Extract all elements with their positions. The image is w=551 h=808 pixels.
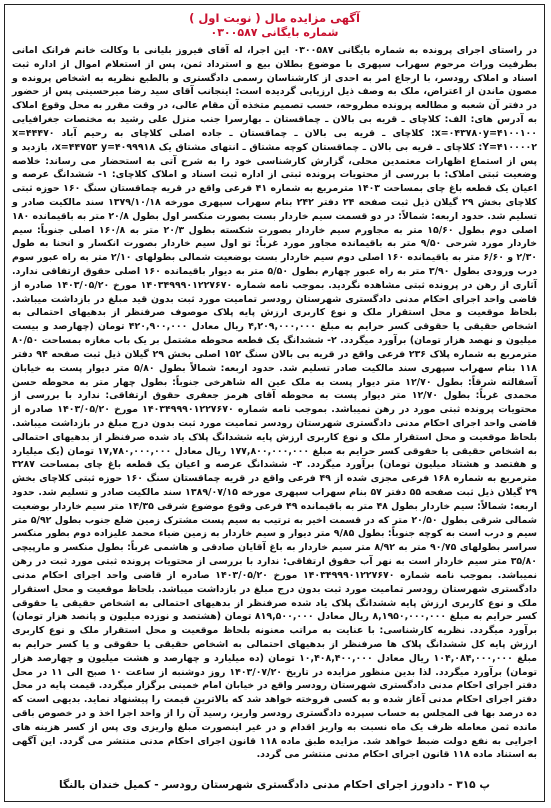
notice-body	[12, 44, 537, 762]
archive-number: شماره بایگانی ۰۳۰۰۵۸۷	[210, 26, 339, 39]
notice-signature: پ ۳۱۵ - دادورز اجرای احکام مدنی دادگستری شهرستان رودسر - کمیل خندان بالنگا	[59, 779, 490, 791]
notice-header	[5, 5, 544, 40]
notice-title: آگهی مزایده مال ( نوبت اول )	[189, 11, 360, 25]
legal-notice-box	[4, 4, 545, 802]
notice-paragraph: در راستای اجرای پرونده به شماره بایگانی ۰۳۰۰۵۸۷ این اجرا، له آقای فیروز بلیانی با وکالت خانم فرانک امانی بطرفیت وراث مرحوم سهراب سپهری با موضوع بطلان بیع و استرداد ثمن، پس از استعلام اموال از اداره ثبت اسناد و املاک رودسر، با ارجاع امر به احدی از کارشناسان رسمی دادگستری و بالطبع نظریه به اشخاص پرونده و مصون ماندن از اعتراض، ملک به وصف ذیل ارزیابی گردیده است: اینجانب آقای سید رضا میرحسینی پس از حضور در دفتر آن شعبه و مطالعه پرونده مطروحه، حسب تصمیم متخذه آن مقام عالی، در وقت مقرر به محل وقوع املاک به آدرس های: الف: کلاچای ـ قریه بی بالان ـ چماقستان ـ بهارسرا جنب منزل علی رشید به مختصات جغرافیایی x=۰۴۳۷۸۰y=۴۱۰۰۱۰۰: کلاچای ـ قریه بی بالان ـ چماقستان ـ جاده اصلی کلاچای به رحیم آباد x=۴۴۴۷۰ Y=۴۱۰۰۰۰۲: کلاچای ـ قریه بی بالان ـ چماقستان کوچه مشتاق ـ انتهای مشتاق یک x=۴۴۷۵۳ y=۴۰۹۹۹۱۸، بازدید و پس از استماع اظهارات معتمدین محلی، گزارش کارشناسی خود را به شرح آتی به استحضار می رساند: خلاصه وضعیت ثبتی املاک: با بررسی از محتویات پرونده ثبتی از اداره ثبت اسناد و املاک کلاچای: ۱- ششدانگ عرصه و اعیان یک قطعه باغ چای بمساحت ۱۴۰۳ مترمربع به شماره ۴۱ فرعی واقع در قریه چماقستان سنگ ۱۶۰ حوزه ثبتی کلاچای بخش ۲۹ گیلان ذیل ثبت صفحه ۲۴ دفتر ۲۴۲ بنام سهراب سپهری مورخه ۱۳۷۹/۱۰/۱۸ سند مالکیت صادر و تسلیم شد. حدود اربعه: شمالاً: در دو قسمت سیم خاردار بست بصورت منکسر اول بطول ۲۰/۸ متر به باقیمانده ۱۸۰ اصلی دوم بطول ۱۵/۶۰ متر به مجاورم سیم خاردار بصورت شکسته بطول ۲۰/۳ متر به ۱۶۰/۸ اصلی جنوباً: سیم خاردار مورد شرحی ۹/۵۰ متر به باقیمانده مجاور مورد غرباً: تو اول سیم خاردار بصورت انکسار و انحنا به طول ۲/۳۰ و ۶/۶۰ متر به باقیمانده ۱۶۰ اصلی دوم سیم خاردار بست بوضعیت شمالی بطولهای ۲/۱۰ متر به راه عبور سوم درب ورودی بطول ۳/۹۰ متر به راه عبور چهارم بطول ۵/۵۰ متر به دیوار باقیمانده ۱۶۰ اصلی حقوق ارتفاقی ندارد. آثاری از رهن در پرونده ثبتی مشاهده نگردید. بموجب نامه شماره ۱۴۰۳۴۹۹۹۰۱۲۲۷۶۷۰ مورخ ۱۴۰۳/۰۵/۲۰ صادره از قاضی واحد اجرای احکام مدنی دادگستری شهرستان رودسر تمامیت مورد ثبت بدون قید مبلغ در بازداشت میباشد. بلحاظ موقعیت و محل استقرار ملک و نوع کاربری ارزش پایه پلاک موصوف صرفنظر از بدهیهای احتمالی به اشخاص حقیقی یا حقوقی کسر حرایم به مبلغ ۴,۲۰۹,۰۰۰,۰۰۰ ریال معادل ۴۲۰,۹۰۰,۰۰۰ تومان (چهارصد و بیست میلیون و نهصد هزار تومان) برآورد میگردد. ۲- ششدانگ یک قطعه محوطه مشتمل بر یک باب مغازه بمساحت ۸۰/۵۰ مترمربع به شماره پلاک ۲۳۶ فرعی واقع در قریه بی بالان سنگ ۱۵۲ اصلی بخش ۲۹ گیلان ذیل ثبت صفحه ۹۴ دفتر ۱۱۸ بنام سهراب سپهری سند مالکیت صادر تسلیم شد. حدود اربعه: شمالاً بطول ۵/۸۰ متر دیوار پست به خیابان آسفالته شرقاً: بطول ۱۲/۷۰ متر دیوار پست به ملک عین اله شاهرخی جنوباً: بطول چهار متر به محوطه حسن محمدی غرباً: بطول ۱۲/۷۰ متر دیوار پست به محوطه آقای هرمز جعفری حقوق ارتفاقی: ندارد با بررسی از محتویات پرونده ثبتی مورد در رهن نمیباشد. بموجب نامه شماره ۱۴۰۳۴۹۹۹۰۱۲۲۷۶۷۰ مورخ ۱۴۰۳/۰۵/۲۰ صادره از قاضی واحد اجرای احکام مدنی دادگستری شهرستان رودسر تمامیت مورد ثبت بدون درج مبلغ در بازداشت میباشد. بلحاظ موقعیت و محل استقرار ملک و نوع کاربری ارزش پایه ششدانگ پلاک یاد شده صرفنظر از بدهیهای احتمالی به اشخاص حقیقی یا حقوقی کسر حرایم به مبلغ ۱۷۷,۸۰۰,۰۰۰,۰۰۰ ریال معادل ۱۷,۷۸۰,۰۰۰,۰۰۰ تومان (یک میلیارد و هفتصد و هشتاد میلیون تومان) برآورد میگردد. ۳- ششدانگ عرصه و اعیان یک قطعه باغ چای بمساحت ۳۲۸۷ مترمربع به شماره ۱۶۸ فرعی مجزی شده از ۴۹ فرعی واقع در قریه چماقستان سنگ ۱۶۰ حوزه ثبتی کلاچای بخش ۲۹ گیلان ذیل ثبت صفحه ۵۵ دفتر ۵۷ بنام سهراب سپهری مورخه ۱۳۸۹/۰۷/۱۵ سند مالکیت صادر و تسلیم شد. حدود اربعه: شمالاً: سیم خاردار بطول ۴۸ متر به باقیمانده ۴۹ فرعی وقوع موضوع شرقی ۱۴/۳۵ متر سیم خاردار بوضعیت شمالی شرقی بطول ۲۰/۵۰ متر که در قسمت اخیر به ترتیب به سیم پست مشترک زمین ضلع جنوب بطول ۵/۹۲ متر سیم و درب است به کوچه جنوباً: بطول ۹/۸۵ متر دیوار و سیم خاردار به زمین ضیاء محمد علیزاده دوم بطور منکسر سراسر بطولهای ۹۰/۷۵ متر به ۸/۹۲ متر سیم خاردار به باغ آقایان صادقی و هاشمی غرباً: بطول منکسر و مارپیچی ۳۵/۸۰ متر سیم خاردار است به نهر آب حقوق ارتفاقی: ندارد با بررسی از محتویات پرونده ثبتی مورد ثبت در رهن نمیباشد. بموجب نامه شماره ۱۴۰۳۴۹۹۹۰۱۲۲۷۶۷۰ مورخ ۱۴۰۳/۰۵/۲۰ صادره از قاضی واحد اجرای احکام مدنی دادگستری شهرستان رودسر تمامیت مورد ثبت بدون درج مبلغ در بازداشت میباشد. بلحاظ موقعیت و محل استقرار ملک و نوع کاربری ارزش پایه ششدانگ پلاک یاد شده صرفنظر از بدهیهای احتمالی به اشخاص حقیقی یا حقوقی کسر حرایم به مبلغ ۸,۱۹۵۰,۰۰۰,۰۰۰ ریال معادل ۸۱۹,۵۰۰,۰۰۰ تومان (هشتصد و نوزده میلیون و پانصد هزار تومان) برآورد میگردد. نظریه کارشناسی: با عنایت به مراتب معنونه بلحاظ موقعیت و محل استقرار ملک و نوع کاربری ارزش پایه کل ششدانگ پلاک ها صرفنظر از بدهیهای احتمالی به اشخاص حقیقی یا حقوقی و یا کسر حرایم به مبلغ ۱۰۴,۰۸۴,۰۰۰,۰۰۰ ریال معادل ۱۰,۴۰۸,۴۰۰,۰۰۰ تومان (ده میلیارد و چهارصد و هشت میلیون و چهارصد هزار تومان) برآورد میگردد. لذا بدین منظور مزایده در تاریخ ۱۴۰۳/۰۷/۲۰ روز دوشنبه از ساعت ۱۰ صبح الی ۱۱ در محل دفتر اجرای احکام مدنی دادگستری شهرستان رودسر واقع در خیابان امام خمینی برگزار میگردد. قیمت پایه در محل دفتر اجرای احکام مدنی آغاز شده و به کسی فروخته خواهد شد که بالاترین قیمت را پیشنهاد نماید. بدیهی است که ده درصد بها فی المجلس به حساب سپرده دادگستری رودسر واریز، رسید آن را از واحد اجرا اخذ و در خصوص باقی مانده ثمن معامله ظرف یک ماه نسبت به واریز اقدام و در غیر اینصورت مبلغ واریزی وی پس از کسر هزینه های اجرایی به نفع دولت ضبط خواهد شد. مزایده طبق ماده ۱۱۸ قانون اجرای احکام مدنی منتشر می گردد. این آگهی به استناد ماده ۱۱۸ قانون اجرای احکام مدنی منتشر می گردد.	[12, 45, 538, 761]
